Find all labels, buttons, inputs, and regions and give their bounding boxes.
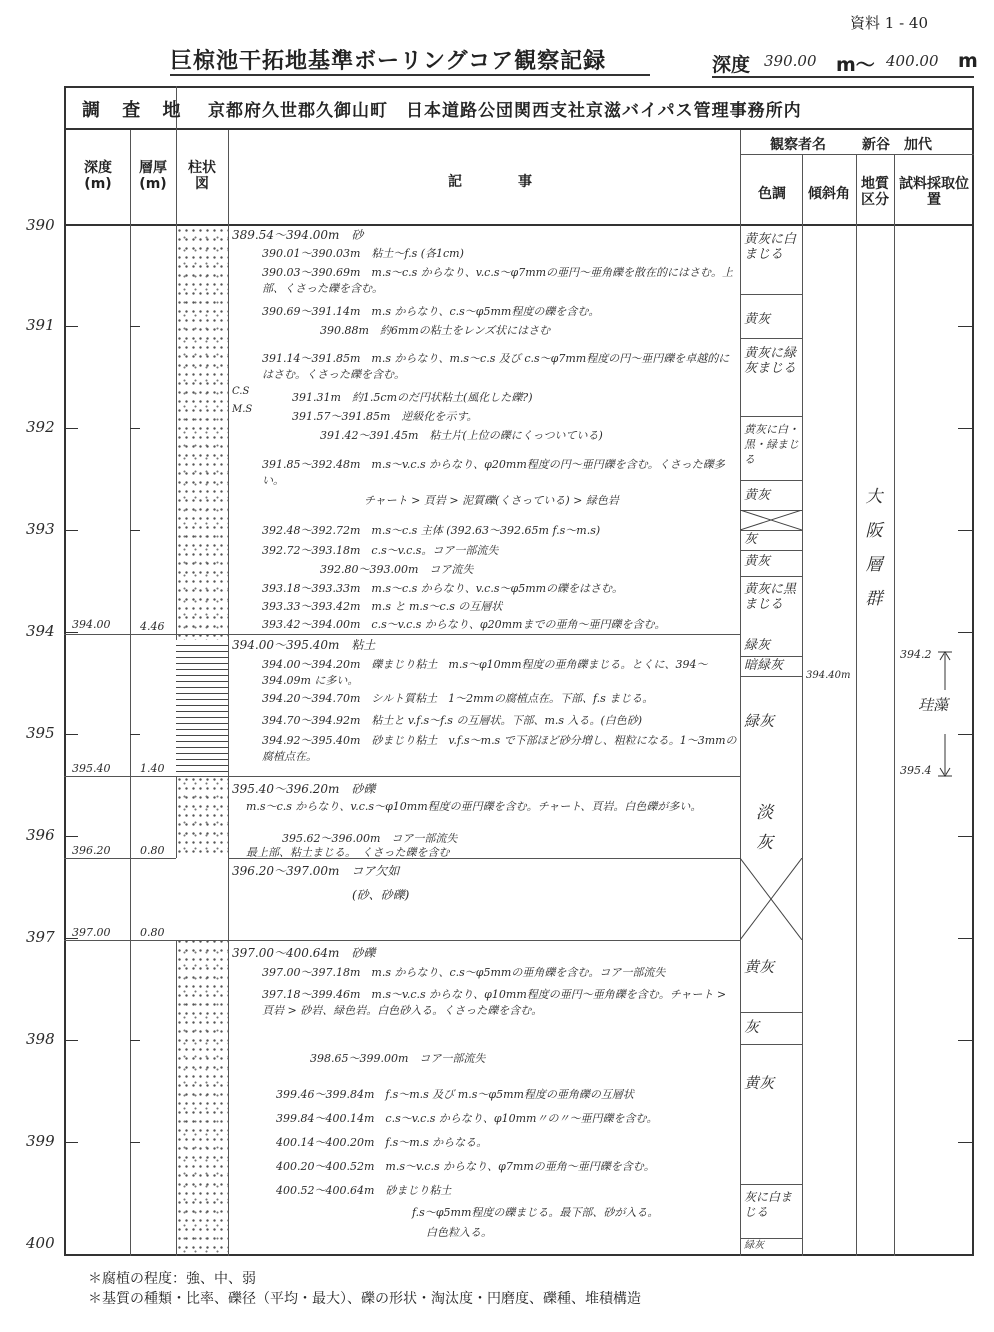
tick-mid-399 [130,1142,140,1143]
depth-mark-392: 392 [26,418,55,436]
sample-top: 394.2 [900,648,932,661]
color-divider-8 [740,576,802,577]
note-26: 最上部、粘土まじる。 くさった礫を含む [246,846,450,859]
boundary-397-00 [64,940,740,941]
color-divider-7 [740,550,802,551]
col-header-thickness: 層厚(m) [139,160,167,192]
tick-right-398 [958,1040,974,1041]
note-17: 393.42〜394.00m c.s〜v.c.s からなり、φ20mmまでの亜角〜亜円礫を含む。 [262,618,666,631]
depth-mark-391: 391 [26,316,55,334]
note-8: 391.57〜391.85m 逆級化を示す。 [292,410,478,423]
arrow-label-ms: M.S [232,404,253,415]
col-divider-1 [130,130,131,1256]
col-header-geo-unit: 地質区分 [861,176,889,208]
note-18: 394.00〜395.40m 粘土 [232,638,376,652]
tick-right-392 [958,428,974,429]
col-header-sample: 試料採取位置 [899,176,969,208]
tick-right-396 [958,836,974,837]
note-32: 398.65〜399.00m コア一部流失 [310,1052,486,1065]
dip-value: 394.40m [806,670,851,681]
note-27: 396.20〜397.00m コア欠如 [232,864,400,878]
note-28: (砂、砂礫) [352,888,410,902]
depth-range-unit1: m〜 [836,54,875,76]
boundary-thickness-3: 0.80 [140,844,165,857]
depth-range-unit2: m [958,50,978,72]
sample-label: 珪藻 [918,696,949,714]
boundary-depth-3: 396.20 [72,844,111,857]
boundary-395-40 [64,776,740,777]
tick-right-394 [958,632,974,633]
tick-right-397 [958,938,974,939]
tick-396 [64,836,78,837]
col-header-dip: 傾斜角 [808,186,850,202]
boundary-thickness-1: 4.46 [140,620,165,633]
color-13: 黄灰 [744,958,775,976]
boundary-depth-2: 395.40 [72,762,111,775]
col-divider-5 [802,154,803,1256]
color-15: 黄灰 [744,1074,775,1092]
tick-right-395 [958,734,974,735]
tick-395 [64,734,78,735]
color-7: 黄灰 [744,554,771,569]
note-23: 395.40〜396.20m 砂礫 [232,782,376,796]
note-9: 391.42〜391.45m 粘土片(上位の礫にくっついている) [320,429,603,442]
sample-range-arrow [938,650,952,780]
note-38: f.s〜φ5mm程度の礫まじる。最下部、砂が入る。 [412,1206,659,1219]
note-5: 390.88m 約6mmの粘土をレンズ状にはさむ [320,324,551,337]
boundary-depth-4: 397.00 [72,926,111,939]
col-divider-6 [856,154,857,1256]
depth-range-label: 深度 [712,54,751,76]
depth-mark-397: 397 [26,928,55,946]
observer-label: 観察者名 [770,137,826,153]
tick-mid-391 [130,326,140,327]
color-missing-cross-2 [740,858,802,940]
tick-mid-392 [130,428,140,429]
footnote-2: ＊基質の種類・比率、礫径（平均・最大）、礫の形状・淘汰度・円磨度、礫種、堆積構造 [88,1291,641,1307]
color-divider-6 [740,530,802,531]
note-35: 400.14〜400.20m f.s〜m.s からなる。 [276,1136,488,1149]
depth-underline [712,76,974,78]
color-6: 灰 [744,532,758,547]
tick-mid-393 [130,530,140,531]
note-21: 394.70〜394.92m 粘土と v.f.s〜f.s の互層状。下部、m.s 入る。(白色砂) [262,714,643,727]
geo-unit-value: 大阪層群 [865,487,883,609]
depth-range-to: 400.00 [886,52,939,70]
color-divider-3 [740,416,802,417]
color-11: 緑灰 [744,712,775,730]
note-36: 400.20〜400.52m m.s〜v.c.s からなり、φ7mmの亜角〜亜円礫を含む。 [276,1160,655,1173]
note-12: 392.48〜392.72m m.s〜c.s 主体 (392.63〜392.65m f.s〜m.s) [262,524,601,537]
depth-mark-399: 399 [26,1132,55,1150]
color-divider-4 [740,480,802,481]
color-divider-12 [740,1044,802,1045]
col-header-color: 色調 [758,186,786,202]
note-22: 394.92〜395.40m 砂まじり粘土 v.f.s〜m.s で下部ほど砂分増し、粗粒になる。1〜3mmの腐植点在。 [262,734,737,763]
note-16: 393.33〜393.42m m.s と m.s〜c.s の互層状 [262,600,503,613]
note-15: 393.18〜393.33m m.s〜c.s からなり、v.c.s〜φ5mmの礫をはさむ。 [262,582,624,595]
tick-mid-398 [130,1040,140,1041]
columnar-section-missing [176,858,228,940]
note-39: 白色粒入る。 [426,1226,492,1239]
document-reference: 資料 1 - 40 [850,14,929,32]
note-34: 399.84〜400.14m c.s〜v.c.s からなり、φ10mm〃の〃〜亜円礫を含む。 [276,1112,658,1125]
color-2: 黄灰 [744,312,771,327]
depth-mark-390: 390 [26,216,55,234]
boundary-thickness-4: 0.80 [140,926,165,939]
tick-392 [64,428,78,429]
color-12: 淡灰 [756,803,773,853]
color-3: 黄灰に緑灰まじる [744,346,797,376]
depth-range-from: 390.00 [764,52,817,70]
note-7: 391.31m 約1.5cmのだ円状粘土(風化した礫?) [292,391,533,404]
site-value: 京都府久世郡久御山町 日本道路公団関西支社京滋バイパス管理事務所内 [208,101,802,121]
tick-399 [64,1142,78,1143]
color-missing-cross-1 [740,510,802,530]
note-31: 397.18〜399.46m m.s〜v.c.s からなり、φ10mm程度の亜円〜亜角礫を含む。チャート > 頁岩 > 砂岩、緑色岩。白色砂入る。くさった礫を含む。 [262,988,727,1017]
col-header-depth: 深度(m) [84,160,112,192]
col-header-column: 柱状図 [188,160,216,192]
tick-394 [64,632,78,633]
site-row-divider [64,128,974,130]
title-underline [170,74,650,76]
depth-mark-396: 396 [26,826,55,844]
color-16: 灰に白まじる [744,1190,793,1219]
col-divider-4 [740,130,741,1256]
note-2: 390.01〜390.03m 粘土〜f.s (各1cm) [262,247,464,260]
col-header-notes: 記 事 [448,174,532,190]
observer-name: 新谷 加代 [862,137,932,153]
tick-391 [64,326,78,327]
depth-mark-394: 394 [26,622,55,640]
footnote-1: ＊腐植の程度：強、中、弱 [88,1271,256,1287]
depth-mark-398: 398 [26,1030,55,1048]
boundary-depth-1: 394.00 [72,618,111,631]
tick-398 [64,1040,78,1041]
note-14: 392.80〜393.00m コア流失 [320,563,474,576]
tick-right-399 [958,1142,974,1143]
page-title: 巨椋池干拓地基準ボーリングコア観察記録 [170,49,607,74]
depth-mark-400: 400 [26,1234,55,1252]
note-6: 391.14〜391.85m m.s からなり、m.s〜c.s 及び c.s〜φ7mm程度の円〜亜円礫を卓越的にはさむ。くさった礫を含む。 [262,352,730,381]
color-4: 黄灰に白・黒・緑まじる [744,423,799,466]
note-24: m.s〜c.s からなり、v.c.s〜φ10mm程度の亜円礫を含む。チャート、頁岩。白色礫が多い。 [246,800,702,813]
depth-mark-393: 393 [26,520,55,538]
site-label: 調 査 地 [82,100,189,121]
color-divider-2 [740,338,802,339]
color-divider-10 [740,676,802,677]
note-19: 394.00〜394.20m 礫まじり粘土 m.s〜φ10mm程度の亜角礫まじる。とくに、394〜394.09m に多い。 [262,658,708,687]
tick-393 [64,530,78,531]
color-divider-1 [740,294,802,295]
arrow-label-cs: C.S [232,386,250,397]
note-29: 397.00〜400.64m 砂礫 [232,946,376,960]
tick-right-391 [958,326,974,327]
note-3: 390.03〜390.69m m.s〜c.s からなり、v.c.s〜φ7mmの亜円〜亜角礫を散在的にはさむ。上部、くさった礫を含む。 [262,266,734,295]
note-37: 400.52〜400.64m 砂まじり粘土 [276,1184,452,1197]
col-divider-3 [228,130,229,1256]
color-10: 暗緑灰 [744,658,784,673]
boundary-394-00 [64,634,740,635]
note-11: チャート > 頁岩 > 泥質礫(くさっている) > 緑色岩 [364,494,619,507]
color-1: 黄灰に白まじる [744,232,797,262]
col-divider-7 [894,154,895,1256]
color-9: 緑灰 [744,638,771,653]
note-1: 389.54〜394.00m 砂 [232,228,364,242]
color-14: 灰 [744,1018,760,1036]
note-20: 394.20〜394.70m シルト質粘土 1〜2mmの腐植点在。下部、f.s まじる。 [262,692,654,705]
note-30: 397.00〜397.18m m.s からなり、c.s〜φ5mmの亜角礫を含む。コア一部流失 [262,966,666,979]
color-8: 黄灰に黒まじる [744,582,797,612]
color-divider-11 [740,1012,802,1013]
observer-divider [740,154,974,155]
note-4: 390.69〜391.14m m.s からなり、c.s〜φ5mm程度の礫を含む。 [262,305,600,318]
color-divider-9 [740,656,802,657]
sample-bottom: 395.4 [900,764,932,777]
color-5: 黄灰 [744,488,771,503]
tick-right-393 [958,530,974,531]
boundary-thickness-2: 1.40 [140,762,165,775]
color-17: 緑灰 [744,1240,764,1251]
columnar-section-clay [176,640,228,776]
note-10: 391.85〜392.48m m.s〜v.c.s からなり、φ20mm程度の円〜亜円礫を含む。くさった礫多い。 [262,458,725,487]
depth-mark-395: 395 [26,724,55,742]
color-divider-13 [740,1184,802,1185]
note-13: 392.72〜393.18m c.s〜v.c.s。コア一部流失 [262,544,499,557]
note-33: 399.46〜399.84m f.s〜m.s 及び m.s〜φ5mm程度の亜角礫の互層状 [276,1088,634,1101]
tick-mid-395 [130,734,140,735]
note-25: 395.62〜396.00m コア一部流失 [282,832,458,845]
